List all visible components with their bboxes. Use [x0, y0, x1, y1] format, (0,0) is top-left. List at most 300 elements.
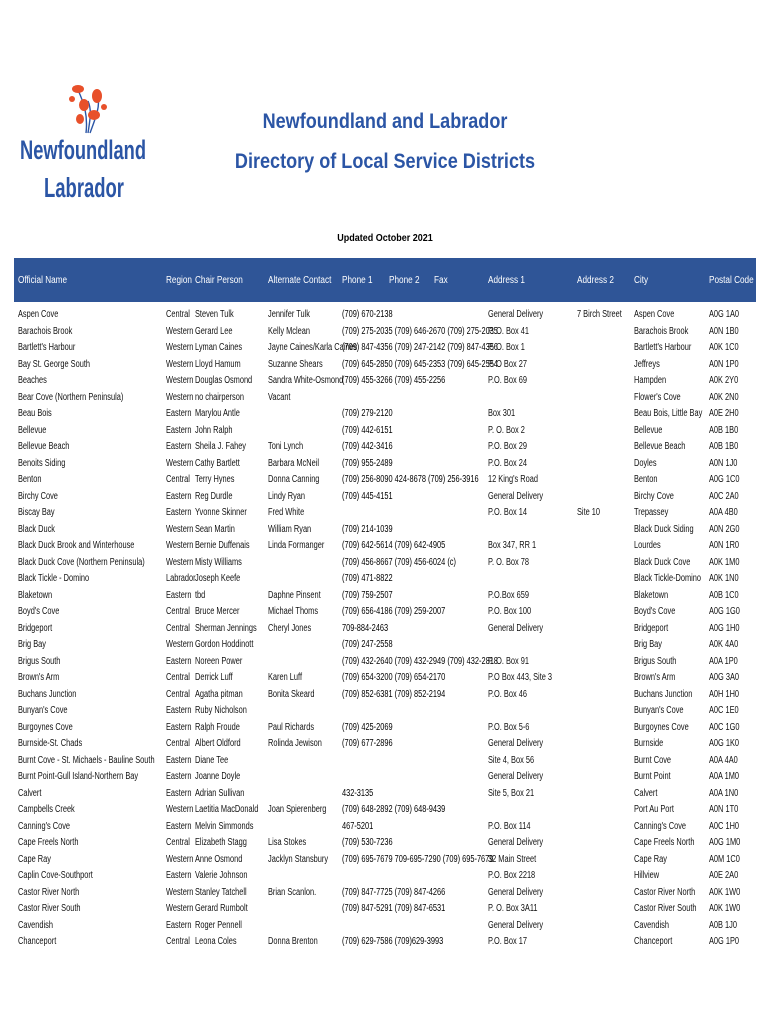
cell-city: Boyd's Cove	[634, 606, 676, 617]
cell-postal-code: A0C 1E0	[709, 705, 739, 716]
cell-city: Doyles	[634, 457, 657, 469]
cell-chair-person: John Ralph	[195, 424, 233, 436]
cell-address1: P.O. Box 46	[488, 688, 527, 700]
page-title: Newfoundland and Labrador	[262, 110, 508, 133]
cell-alternate-contact: Jennifer Tulk	[268, 309, 310, 320]
cell-city: Benton	[634, 474, 658, 485]
cell-alternate-contact: Jayne Caines/Karla Caines	[268, 342, 358, 353]
cell-official-name: Castor River South	[18, 903, 81, 914]
cell-city: Burgoynes Cove	[634, 721, 689, 733]
cell-address1: P. O. Box 3A11	[488, 903, 538, 914]
cell-address1: Box 347, RR 1	[488, 540, 537, 551]
cell-address1: P.O. Box 114	[488, 820, 531, 832]
cell-alternate-contact: Karen Luff	[268, 672, 303, 683]
cell-chair-person: Douglas Osmond	[195, 375, 253, 386]
cell-chair-person: Ruby Nicholson	[195, 705, 247, 716]
table-row	[0, 920, 770, 937]
cell-chair-person: Valerie Johnson	[195, 870, 248, 881]
cell-chair-person: Bruce Mercer	[195, 606, 240, 617]
table-header	[14, 258, 756, 302]
cell-postal-code: A0G 1M0	[709, 837, 741, 848]
cell-chair-person: Bernie Duffenais	[195, 540, 250, 551]
cell-chair-person: Agatha pitman	[195, 688, 243, 700]
cell-phone-numbers: (709) 642-5614 (709) 642-4905	[342, 540, 446, 551]
cell-official-name: Boyd's Cove	[18, 606, 60, 617]
header-alternate: Alternate Contact	[268, 275, 332, 286]
cell-phone-numbers: (709) 955-2489	[342, 457, 393, 469]
cell-postal-code: A0G 1A0	[709, 309, 740, 320]
cell-phone-numbers: (709) 442-6151	[342, 424, 393, 436]
table-row	[0, 936, 770, 953]
cell-postal-code: A0N 2G0	[709, 523, 740, 535]
cell-official-name: Black Tickle - Domino	[18, 573, 90, 584]
cell-city: Black Tickle-Domino	[634, 573, 702, 584]
table-row	[0, 854, 770, 871]
table-row	[0, 705, 770, 722]
table-row	[0, 672, 770, 689]
cell-region: Eastern	[166, 655, 192, 667]
cell-address1: General Delivery	[488, 837, 544, 848]
table-row	[0, 408, 770, 425]
cell-city: Bridgeport	[634, 622, 669, 634]
cell-city: Burnside	[634, 738, 664, 749]
cell-official-name: Bear Cove (Northern Peninsula)	[18, 391, 124, 403]
cell-alternate-contact: Lindy Ryan	[268, 490, 306, 502]
table-row	[0, 392, 770, 409]
cell-postal-code: A0G 1K0	[709, 738, 740, 749]
cell-chair-person: Marylou Antle	[195, 408, 240, 419]
cell-address1: Site 5, Box 21	[488, 787, 535, 799]
cell-city: Blaketown	[634, 589, 669, 601]
cell-official-name: Bellevue	[18, 424, 47, 436]
cell-chair-person: Gerard Rumbolt	[195, 903, 248, 914]
cell-address2: Site 10	[577, 507, 601, 518]
cell-address1: General Delivery	[488, 771, 544, 782]
cell-region: Central	[166, 606, 190, 617]
cell-official-name: Black Duck	[18, 523, 56, 535]
cell-official-name: Benoits Siding	[18, 457, 66, 469]
cell-alternate-contact: Brian Scanlon.	[268, 886, 317, 898]
cell-alternate-contact: William Ryan	[268, 523, 312, 535]
cell-address1: P. O. Box 78	[488, 556, 530, 568]
cell-alternate-contact: Sandra White-Osmond	[268, 375, 344, 386]
cell-phone-numbers: (709) 445-4151	[342, 490, 393, 502]
cell-city: Bartlett's Harbour	[634, 342, 692, 353]
cell-phone-numbers: (709) 455-3266 (709) 455-2256	[342, 375, 446, 386]
cell-chair-person: Adrian Sullivan	[195, 787, 245, 799]
header-region: Region	[166, 275, 192, 286]
cell-postal-code: A0G 1P0	[709, 936, 740, 947]
cell-city: Cape Ray	[634, 853, 667, 865]
updated-date: Updated October 2021	[337, 233, 433, 244]
cell-alternate-contact: Fred White	[268, 507, 305, 518]
cell-chair-person: Leona Coles	[195, 936, 237, 947]
cell-official-name: Campbells Creek	[18, 804, 75, 815]
cell-city: Brig Bay	[634, 639, 662, 650]
cell-address1: P. O. Box 1	[488, 342, 525, 353]
cell-region: Eastern	[166, 441, 192, 452]
cell-region: Western	[166, 358, 194, 370]
cell-chair-person: Cathy Bartlett	[195, 457, 240, 469]
cell-chair-person: tbd	[195, 589, 206, 601]
cell-postal-code: A0N 1B0	[709, 325, 739, 337]
cell-city: Chanceport	[634, 936, 673, 947]
cell-phone-numbers: (709) 759-2507	[342, 589, 393, 601]
cell-official-name: Caplin Cove-Southport	[18, 870, 93, 881]
cell-address1: P.O. Box 24	[488, 457, 527, 469]
cell-chair-person: Melvin Simmonds	[195, 820, 254, 832]
cell-postal-code: A0K 1C0	[709, 342, 739, 353]
cell-official-name: Bay St. George South	[18, 358, 90, 370]
cell-postal-code: A0E 2A0	[709, 870, 739, 881]
table-row	[0, 441, 770, 458]
table-row	[0, 903, 770, 920]
cell-official-name: Brig Bay	[18, 639, 46, 650]
cell-city: Bunyan's Cove	[634, 705, 684, 716]
cell-city: Bellevue Beach	[634, 441, 686, 452]
cell-postal-code: A0A 4A0	[709, 754, 738, 766]
cell-chair-person: Gordon Hoddinott	[195, 639, 254, 650]
cell-alternate-contact: Kelly Mclean	[268, 325, 310, 337]
cell-address1: 32 Main Street	[488, 853, 537, 865]
cell-phone-numbers: (709) 670-2138	[342, 309, 393, 320]
cell-phone-numbers: (709) 645-2850 (709) 645-2353 (709) 645-2554	[342, 358, 498, 370]
cell-city: Trepassey	[634, 507, 669, 518]
cell-address1: P.O Box 443, Site 3	[488, 672, 553, 683]
cell-postal-code: A0E 2H0	[709, 408, 739, 419]
cell-address1: Box 301	[488, 408, 516, 419]
cell-address1: General Delivery	[488, 886, 544, 898]
cell-city: Hampden	[634, 375, 667, 386]
header-address2: Address 2	[577, 275, 614, 286]
cell-city: Black Duck Cove	[634, 556, 691, 568]
cell-address1: P.O. Box 17	[488, 936, 527, 947]
cell-chair-person: Anne Osmond	[195, 853, 243, 865]
cell-official-name: Burnt Point-Gull Island-Northern Bay	[18, 771, 139, 782]
cell-city: Flower's Cove	[634, 391, 681, 403]
table-row	[0, 540, 770, 557]
cell-city: Buchans Junction	[634, 688, 693, 700]
cell-alternate-contact: Barbara McNeil	[268, 457, 320, 469]
table-row	[0, 788, 770, 805]
cell-city: Burnt Cove	[634, 754, 672, 766]
cell-postal-code: A0K 2N0	[709, 391, 739, 403]
cell-alternate-contact: Michael Thoms	[268, 606, 319, 617]
cell-region: Eastern	[166, 787, 192, 799]
cell-address1: P. O Box 27	[488, 358, 527, 370]
cell-address1: P.O. Box 14	[488, 507, 527, 518]
logo-line1: Newfoundland	[20, 135, 146, 165]
cell-chair-person: Laetitia MacDonald	[195, 804, 259, 815]
cell-region: Central	[166, 672, 190, 683]
cell-postal-code: A0C 2A0	[709, 490, 739, 502]
table-row	[0, 738, 770, 755]
cell-alternate-contact: Paul Richards	[268, 721, 315, 733]
cell-postal-code: A0N 1R0	[709, 540, 740, 551]
table-row	[0, 590, 770, 607]
cell-phone-numbers: (709) 852-6381 (709) 852-2194	[342, 688, 446, 700]
table-row	[0, 821, 770, 838]
cell-city: Hillview	[634, 870, 660, 881]
cell-region: Western	[166, 903, 194, 914]
cell-address1: General Delivery	[488, 738, 544, 749]
cell-region: Western	[166, 853, 194, 865]
table-row	[0, 359, 770, 376]
cell-postal-code: A0G 1H0	[709, 622, 740, 634]
cell-postal-code: A0G 3A0	[709, 672, 740, 683]
cell-region: Eastern	[166, 589, 192, 601]
cell-phone-numbers: (709) 279-2120	[342, 408, 393, 419]
cell-postal-code: A0H 1H0	[709, 688, 740, 700]
header-fax: Fax	[434, 275, 448, 286]
cell-chair-person: Derrick Luff	[195, 672, 233, 683]
cell-city: Birchy Cove	[634, 490, 674, 502]
cell-region: Western	[166, 804, 194, 815]
cell-official-name: Birchy Cove	[18, 490, 58, 502]
cell-postal-code: A0K 1W0	[709, 903, 741, 914]
cell-city: Black Duck Siding	[634, 523, 694, 535]
cell-postal-code: A0N 1T0	[709, 804, 739, 815]
cell-address1: P.O. Box 100	[488, 606, 532, 617]
cell-alternate-contact: Donna Brenton	[268, 936, 318, 947]
flower-icon	[18, 75, 158, 210]
cell-address1: P.O. Box 69	[488, 375, 527, 386]
cell-postal-code: A0N 1P0	[709, 358, 739, 370]
cell-chair-person: Sean Martin	[195, 523, 235, 535]
cell-official-name: Benton	[18, 474, 42, 485]
header-address1: Address 1	[488, 275, 525, 286]
cell-region: Western	[166, 325, 194, 337]
cell-chair-person: Sheila J. Fahey	[195, 441, 247, 452]
cell-region: Eastern	[166, 507, 192, 518]
table-row	[0, 425, 770, 442]
table-row	[0, 804, 770, 821]
cell-official-name: Cavendish	[18, 919, 53, 931]
cell-region: Western	[166, 556, 194, 568]
table-row	[0, 623, 770, 640]
cell-phone-numbers: (709) 275-2035 (709) 646-2670 (709) 275-2035	[342, 325, 498, 337]
table-row	[0, 689, 770, 706]
cell-region: Western	[166, 375, 194, 386]
cell-postal-code: A0B 1B0	[709, 424, 739, 436]
table-row	[0, 342, 770, 359]
cell-region: Central	[166, 688, 190, 700]
cell-region: Eastern	[166, 771, 192, 782]
cell-official-name: Calvert	[18, 787, 42, 799]
cell-city: Castor River North	[634, 886, 696, 898]
cell-region: Eastern	[166, 870, 192, 881]
cell-chair-person: Yvonne Skinner	[195, 507, 247, 518]
cell-chair-person: Noreen Power	[195, 655, 243, 667]
cell-alternate-contact: Rolinda Jewison	[268, 738, 322, 749]
cell-postal-code: A0G 1G0	[709, 606, 740, 617]
table-row	[0, 771, 770, 788]
cell-phone-numbers: (709) 656-4186 (709) 259-2007	[342, 606, 446, 617]
cell-region: Labrador	[166, 573, 196, 584]
cell-phone-numbers: (709) 247-2558	[342, 639, 393, 650]
cell-region: Eastern	[166, 408, 192, 419]
cell-official-name: Aspen Cove	[18, 309, 59, 320]
cell-city: Brigus South	[634, 655, 677, 667]
table-row	[0, 491, 770, 508]
cell-official-name: Canning's Cove	[18, 820, 71, 832]
cell-official-name: Buchans Junction	[18, 688, 77, 700]
cell-postal-code: A0G 1C0	[709, 474, 740, 485]
table-row	[0, 309, 770, 326]
cell-official-name: Burnside-St. Chads	[18, 738, 83, 749]
cell-address1: P.O.Box 659	[488, 589, 530, 601]
cell-official-name: Bridgeport	[18, 622, 53, 634]
cell-alternate-contact: Linda Formanger	[268, 540, 325, 551]
cell-chair-person: Lyman Caines	[195, 342, 243, 353]
header-official-name: Official Name	[18, 275, 68, 286]
cell-alternate-contact: Daphne Pinsent	[268, 589, 321, 601]
header-phone1: Phone 1	[342, 275, 373, 286]
cell-region: Western	[166, 457, 194, 469]
cell-official-name: Brigus South	[18, 655, 61, 667]
cell-chair-person: no chairperson	[195, 391, 244, 403]
cell-region: Western	[166, 391, 194, 403]
cell-phone-numbers: (709) 432-2640 (709) 432-2949 (709) 432-2818	[342, 655, 498, 667]
cell-address1: General Delivery	[488, 490, 544, 502]
cell-postal-code: A0K 1M0	[709, 556, 740, 568]
cell-region: Central	[166, 622, 190, 634]
cell-official-name: Chanceport	[18, 936, 57, 947]
cell-region: Eastern	[166, 820, 192, 832]
cell-official-name: Bunyan's Cove	[18, 705, 68, 716]
table-body	[0, 309, 770, 953]
cell-address1: P.O. Box 2218	[488, 870, 536, 881]
cell-postal-code: A0A 4B0	[709, 507, 738, 518]
cell-city: Burnt Point	[634, 771, 671, 782]
cell-phone-numbers: (709) 471-8822	[342, 573, 393, 584]
cell-phone-numbers: (709) 654-3200 (709) 654-2170	[342, 672, 446, 683]
table-row	[0, 573, 770, 590]
cell-postal-code: A0C 1H0	[709, 820, 740, 832]
cell-official-name: Cape Freels North	[18, 837, 79, 848]
cell-postal-code: A0C 1G0	[709, 721, 740, 733]
cell-postal-code: A0A 1M0	[709, 771, 740, 782]
cell-alternate-contact: Bonita Skeard	[268, 688, 315, 700]
cell-official-name: Biscay Bay	[18, 507, 55, 518]
cell-phone-numbers: 432-3135	[342, 787, 374, 799]
table-row	[0, 722, 770, 739]
cell-phone-numbers: (709) 695-7679 709-695-7290 (709) 695-7679	[342, 853, 494, 865]
cell-city: Jeffreys	[634, 358, 660, 370]
cell-phone-numbers: (709) 256-8090 424-8678 (709) 256-3916	[342, 474, 479, 485]
cell-alternate-contact: Vacant	[268, 391, 291, 403]
cell-address1: P. O. Box 2	[488, 424, 525, 436]
table-row	[0, 458, 770, 475]
cell-official-name: Bellevue Beach	[18, 441, 70, 452]
cell-region: Eastern	[166, 919, 192, 931]
cell-alternate-contact: Joan Spierenberg	[268, 804, 327, 815]
cell-chair-person: Albert Oldford	[195, 738, 241, 749]
cell-city: Bellevue	[634, 424, 663, 436]
cell-postal-code: A0M 1C0	[709, 853, 740, 865]
cell-phone-numbers: (709) 442-3416	[342, 441, 393, 452]
cell-chair-person: Joanne Doyle	[195, 771, 241, 782]
cell-city: Barachois Brook	[634, 325, 689, 337]
cell-region: Eastern	[166, 705, 192, 716]
cell-postal-code: A0K 1W0	[709, 886, 741, 898]
cell-address1: P.O. Box 29	[488, 441, 527, 452]
cell-chair-person: Diane Tee	[195, 754, 229, 766]
table-row	[0, 656, 770, 673]
cell-postal-code: A0B 1J0	[709, 919, 737, 931]
cell-chair-person: Lloyd Hamum	[195, 358, 241, 370]
header-chair: Chair Person	[195, 275, 243, 286]
cell-chair-person: Sherman Jennings	[195, 622, 257, 634]
cell-phone-numbers: (709) 530-7236	[342, 837, 393, 848]
cell-address1: P. O. Box 91	[488, 655, 530, 667]
cell-official-name: Castor River North	[18, 886, 80, 898]
cell-region: Eastern	[166, 424, 192, 436]
cell-address1: 12 King's Road	[488, 474, 538, 485]
cell-chair-person: Misty Williams	[195, 556, 242, 568]
cell-official-name: Bartlett's Harbour	[18, 342, 76, 353]
cell-phone-numbers: (709) 847-5291 (709) 847-6531	[342, 903, 446, 914]
cell-chair-person: Elizabeth Stagg	[195, 837, 247, 848]
cell-region: Eastern	[166, 490, 192, 502]
cell-phone-numbers: (709) 847-4356 (709) 247-2142 (709) 847-4356	[342, 342, 498, 353]
cell-city: Port Au Port	[634, 804, 674, 815]
cell-chair-person: Roger Pennell	[195, 919, 242, 931]
cell-official-name: Beaches	[18, 375, 47, 386]
cell-city: Cavendish	[634, 919, 669, 931]
cell-postal-code: A0K 4A0	[709, 639, 739, 650]
cell-address1: P.O. Box 5-6	[488, 721, 530, 733]
cell-official-name: Black Duck Cove (Northern Peninsula)	[18, 556, 145, 568]
cell-official-name: Cape Ray	[18, 853, 51, 865]
cell-official-name: Burgoynes Cove	[18, 721, 73, 733]
cell-official-name: Brown's Arm	[18, 672, 60, 683]
logo	[18, 75, 158, 210]
header-city: City	[634, 275, 649, 286]
cell-region: Central	[166, 738, 190, 749]
cell-official-name: Black Duck Brook and Winterhouse	[18, 540, 135, 551]
page-subtitle: Directory of Local Service Districts	[234, 150, 536, 173]
table-row	[0, 375, 770, 392]
cell-city: Lourdes	[634, 540, 661, 551]
table-row	[0, 606, 770, 623]
cell-city: Cape Freels North	[634, 837, 695, 848]
cell-chair-person: Joseph Keefe	[195, 573, 241, 584]
table-row	[0, 557, 770, 574]
cell-phone-numbers: (709) 677-2896	[342, 738, 393, 749]
cell-address1: P. O. Box 41	[488, 325, 530, 337]
cell-official-name: Burnt Cove - St. Michaels - Bauline South	[18, 754, 155, 766]
cell-region: Western	[166, 540, 194, 551]
table-row	[0, 639, 770, 656]
cell-phone-numbers: (709) 456-8667 (709) 456-6024 (c)	[342, 556, 456, 568]
cell-city: Beau Bois, Little Bay	[634, 408, 703, 419]
cell-postal-code: A0A 1N0	[709, 787, 739, 799]
table-row	[0, 837, 770, 854]
table-row	[0, 870, 770, 887]
cell-region: Eastern	[166, 754, 192, 766]
cell-city: Calvert	[634, 787, 658, 799]
cell-phone-numbers: (709) 214-1039	[342, 523, 393, 535]
cell-region: Central	[166, 837, 190, 848]
cell-phone-numbers: 467-5201	[342, 820, 374, 832]
cell-phone-numbers: (709) 847-7725 (709) 847-4266	[342, 886, 446, 898]
cell-region: Western	[166, 342, 194, 353]
cell-phone-numbers: (709) 648-2892 (709) 648-9439	[342, 804, 446, 815]
cell-city: Castor River South	[634, 903, 697, 914]
cell-official-name: Beau Bois	[18, 408, 52, 419]
table-row	[0, 326, 770, 343]
